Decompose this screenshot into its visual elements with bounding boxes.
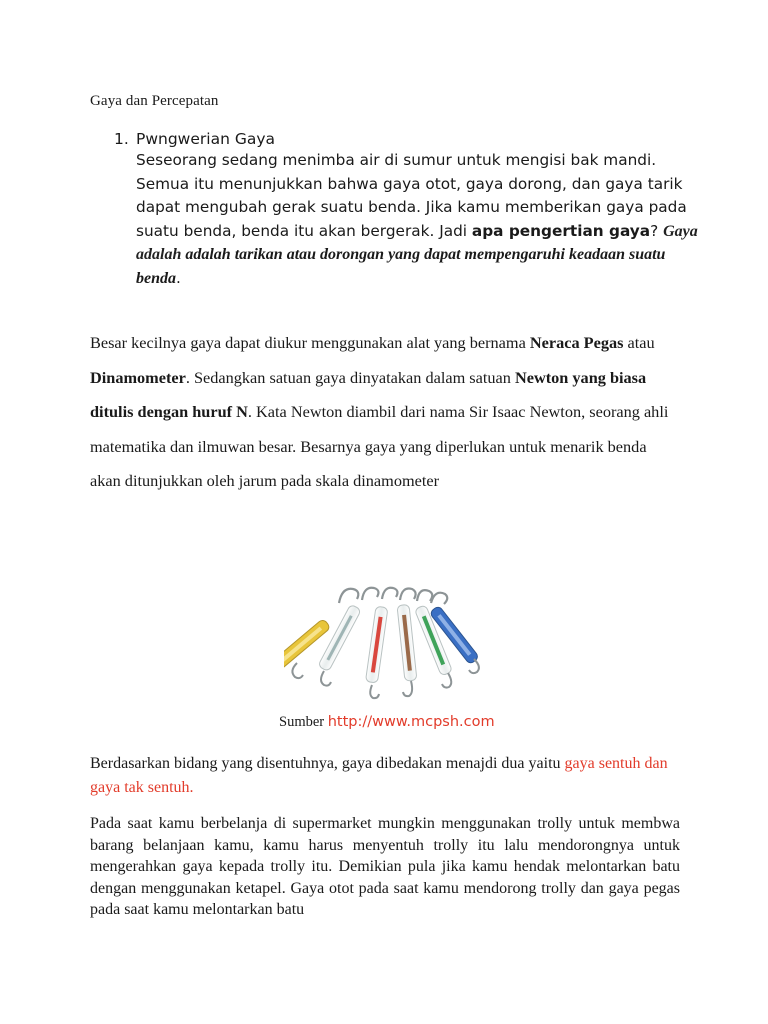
italic-phrase-2: adalah tarikan atau dorongan yang dapat mempengaruhi keadaan suatu benda [136,246,666,287]
list-item-heading: Pwngwerian Gaya [136,130,276,148]
para1-bold-neraca: Neraca Pegas [529,333,624,352]
image-caption [279,714,579,731]
italic-phrase-1: Gaya adalah [136,222,698,263]
caption-label: Sumber [279,714,328,730]
scale-white [318,604,361,685]
para2-red-text: gaya sentuh dan gaya tak sentuh. [90,755,668,796]
body-text: Seseorang sedang menimba air di sumur untuk mengisi bak mandi. Semua itu menunjukkan bahwa gaya otot, gaya dorong, dan gaya tarik dapat mengubah gerak suatu benda. Jika kamu memberikan gaya pada suatu benda, benda itu akan bergerak. Jadi [136,151,687,240]
question-mark: ? [650,221,664,240]
document-title: Gaya dan Percepatan [90,93,219,109]
para1-text-1: Besar kecilnya gaya dapat diukur menggunakan alat yang bernama [90,333,530,352]
para2-text: Berdasarkan bidang yang disentuhnya, gaya dibedakan menajdi dua yaitu [90,755,565,772]
caption-link[interactable]: http://www.mcpsh.com [327,714,495,730]
para1-text-3: . Sedangkan satuan gaya dinyatakan dalam satuan [185,367,515,387]
scale-brown [397,604,417,696]
body-end: . [176,268,181,287]
para1-bold-newton: Newton yang biasa ditulis dengan huruf N [90,367,647,422]
keyword-bold: apa pengertian gaya [471,221,651,240]
list-number: 1. [114,130,129,148]
para1-text-2: atau [623,333,655,352]
scale-red [365,606,387,698]
list-item-body [136,149,702,290]
top-hooks [339,588,447,604]
paragraph-gaya-sentuh [90,752,670,799]
para1-bold-dinamometer: Dinamometer [90,367,186,387]
paragraph-trolly: Pada saat kamu berbelanja di supermarket mungkin menggunakan trolly untuk membwa barang belanjaan kamu, kamu harus menyentuh trolly itu lalu mendorongnya untuk mengerahkan gaya kepada trolly itu. Demikian pula jika kamu hendak melontarkan batu dengan menggunakan ketapel. Gaya otot pada saat kamu mendorong trolly dan gaya pegas pada saat kamu melontarkan batu [90,815,680,919]
para1-text-4: . Kata Newton diambil dari nama Sir Isaac Newton, seorang ahli matematika dan ilmuwan besar. Besarnya gaya yang diperlukan untuk menarik benda akan ditunjukkan oleh jarum pada skala dinamometer [90,402,669,491]
paragraph-neraca [90,326,670,499]
spring-scales-image [284,575,484,705]
